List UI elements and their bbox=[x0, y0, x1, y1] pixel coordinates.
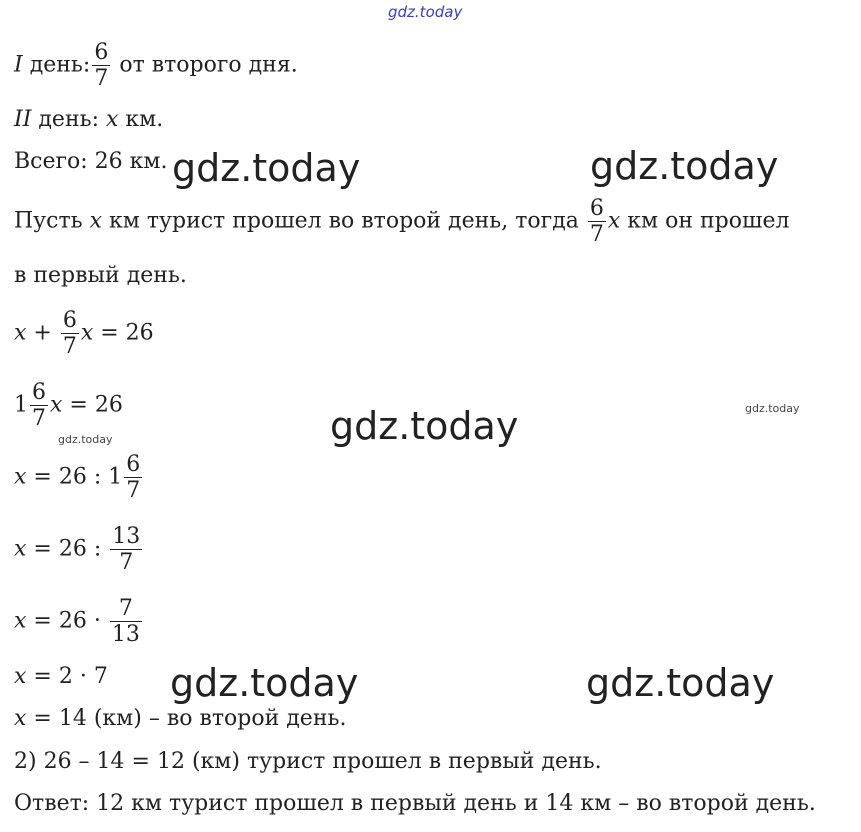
watermark-small: gdz.today bbox=[745, 402, 800, 415]
fraction: $\frac{6}{7}$ bbox=[62, 308, 77, 359]
let-statement-cont: в первый день. bbox=[14, 263, 187, 288]
watermark-top: gdz.today bbox=[388, 3, 463, 21]
equation-7: x = 14 (км) – во второй день. bbox=[14, 706, 347, 731]
fraction: $\frac{6}{7}$ bbox=[589, 196, 604, 247]
fraction: $\frac{13}{7}$ bbox=[112, 524, 141, 575]
let-statement: Пусть x км турист прошел во второй день, тогда $\frac{6}{7}$ x км он прошел bbox=[14, 196, 790, 247]
given-day-one: I день: $\frac{6}{7}$ от второго дня. bbox=[14, 40, 298, 91]
equation-5: x = 26 · $\frac{7}{13}$ bbox=[14, 596, 140, 647]
equation-4: x = 26 : $\frac{13}{7}$ bbox=[14, 524, 141, 575]
given-day-two: II день: x км. bbox=[14, 107, 164, 132]
given-total: Всего: 26 км. bbox=[14, 149, 168, 174]
watermark: gdz.today bbox=[330, 404, 519, 448]
fraction: $\frac{6}{7}$ bbox=[126, 452, 141, 503]
watermark: gdz.today bbox=[586, 661, 775, 705]
equation-6: x = 2 · 7 bbox=[14, 664, 108, 689]
watermark: gdz.today bbox=[170, 661, 359, 705]
watermark: gdz.today bbox=[172, 146, 361, 190]
fraction: $\frac{6}{7}$ bbox=[94, 40, 109, 91]
step-2: 2) 26 – 14 = 12 (км) турист прошел в первый день. bbox=[14, 749, 602, 774]
fraction: $\frac{6}{7}$ bbox=[32, 380, 46, 431]
equation-2: 1 $\frac{6}{7}$ x = 26 bbox=[14, 380, 123, 431]
watermark-small: gdz.today bbox=[58, 433, 113, 446]
equation-1: x + $\frac{6}{7}$ x = 26 bbox=[14, 308, 154, 359]
day-two-label: II bbox=[14, 107, 32, 132]
answer: Ответ: 12 км турист прошел в первый день и 14 км – во второй день. bbox=[14, 791, 816, 816]
watermark: gdz.today bbox=[590, 144, 779, 188]
fraction: $\frac{7}{13}$ bbox=[111, 596, 140, 647]
equation-3: x = 26 : 1 $\frac{6}{7}$ bbox=[14, 452, 141, 503]
day-one-label: I bbox=[14, 52, 23, 78]
